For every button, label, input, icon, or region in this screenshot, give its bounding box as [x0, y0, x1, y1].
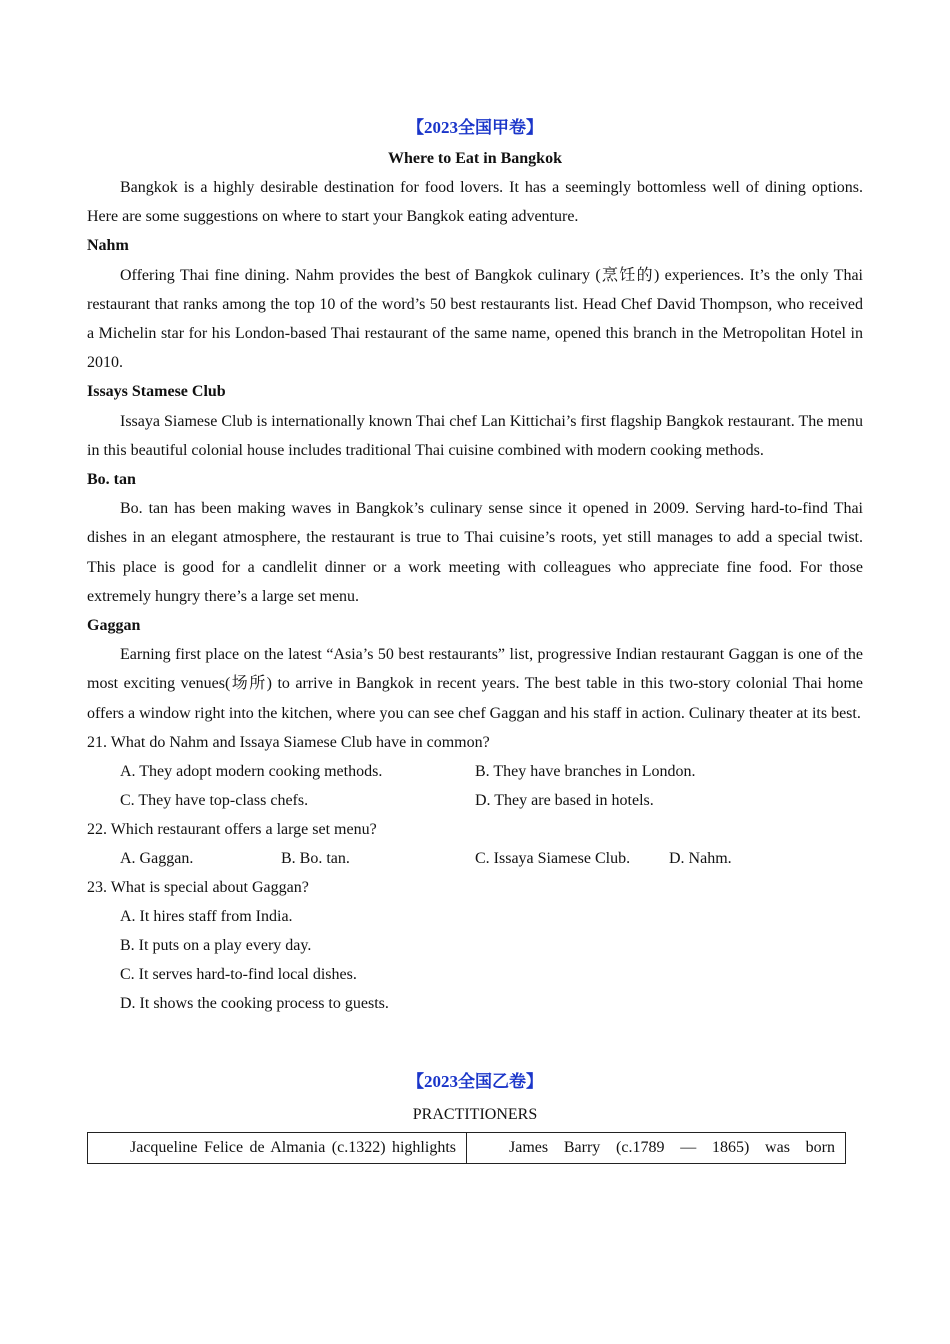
option-21-c: C. They have top-class chefs.	[120, 791, 309, 809]
restaurant-desc-botan: Bo. tan has been making waves in Bangkok’s culinary sense since it opened in 2009. Serving hard-to-find Thai dishes in an elegant atmosphere, the restaurant is true to Thai cuisine’s roots, yet still manages to add a special twist. This place is good for a candlelit dinner or a work meeting with colleagues who appreciate fine food. For those extremely hungry there’s a large set menu.	[87, 500, 863, 605]
question-22: 22. Which restaurant offers a large set menu?	[87, 820, 377, 838]
option-23-b-row	[87, 931, 863, 960]
practitioners-table	[87, 1132, 846, 1164]
practitioners-title: PRACTITIONERS	[412, 1105, 538, 1123]
question-21-options-row-2	[87, 786, 863, 815]
restaurant-desc-issaya: Issaya Siamese Club is internationally known Thai chef Lan Kittichai’s first flagship Bangkok restaurant. The menu in this beautiful colonial house includes traditional Thai cuisine combined with modern cooking methods.	[87, 412, 863, 459]
intro-paragraph: Bangkok is a highly desirable destination for food lovers. It has a seemingly bottomless well of dining options. Here are some suggestions on where to start your Bangkok eating adventure.	[87, 179, 863, 226]
option-22-a: A. Gaggan.	[120, 849, 194, 867]
question-22-options-row	[87, 844, 863, 873]
option-21-b: B. They have branches in London.	[475, 762, 696, 780]
section-spacer	[87, 1018, 863, 1066]
restaurant-desc-gaggan: Earning first place on the latest “Asia’s 50 best restaurants” list, progressive Indian restaurant Gaggan is one of the most exciting venues(场所) to arrive in Bangkok in recent years. The best table in this two-story colonial Thai home offers a window right into the kitchen, where you can see chef Gaggan and his staff in action. Culinary theater at its best.	[87, 646, 863, 722]
option-22-d: D. Nahm.	[669, 849, 732, 867]
option-23-a: A. It hires staff from India.	[120, 907, 293, 925]
option-22-c: C. Issaya Siamese Club.	[475, 849, 631, 867]
restaurant-name-nahm: Nahm	[87, 237, 129, 255]
restaurant-desc-nahm: Offering Thai fine dining. Nahm provides the best of Bangkok culinary (烹饪的) experiences. It’s the only Thai restaurant that ranks among the top 10 of the word’s 50 best restaurants list. Head Chef David Thompson, who received a Michelin star for his London-based Thai restaurant of the same name, opened this branch in the Metropolitan Hotel in 2010.	[87, 266, 863, 372]
option-23-a-row	[87, 902, 863, 931]
restaurant-name-gaggan: Gaggan	[87, 617, 141, 634]
document-page	[87, 112, 863, 1164]
option-23-d: D. It shows the cooking process to guests.	[120, 994, 389, 1012]
question-21-options-row-1	[87, 757, 863, 786]
option-23-c-row	[87, 960, 863, 989]
option-21-a: A. They adopt modern cooking methods.	[120, 762, 383, 780]
article-title: Where to Eat in Bangkok	[388, 150, 562, 167]
cell-text-almania: Jacqueline Felice de Almania (c.1322) highlights	[130, 1138, 456, 1156]
section-heading-jia: 【2023全国甲卷】	[407, 118, 543, 137]
option-21-d: D. They are based in hotels.	[475, 791, 654, 809]
table-cell-right	[467, 1132, 846, 1163]
table-cell-left	[88, 1132, 467, 1163]
question-23: 23. What is special about Gaggan?	[87, 878, 309, 896]
option-22-b: B. Bo. tan.	[281, 849, 350, 867]
option-23-b: B. It puts on a play every day.	[120, 936, 312, 954]
restaurant-name-issaya: Issays Stamese Club	[87, 383, 226, 401]
option-23-c: C. It serves hard-to-find local dishes.	[120, 965, 357, 983]
option-23-d-row	[87, 989, 863, 1018]
restaurant-name-botan: Bo. tan	[87, 471, 136, 488]
section-heading-yi: 【2023全国乙卷】	[407, 1071, 543, 1091]
table-row	[88, 1132, 846, 1163]
question-21: 21. What do Nahm and Issaya Siamese Club have in common?	[87, 733, 490, 751]
cell-text-barry: James Barry (c.1789 — 1865) was born	[509, 1138, 835, 1156]
